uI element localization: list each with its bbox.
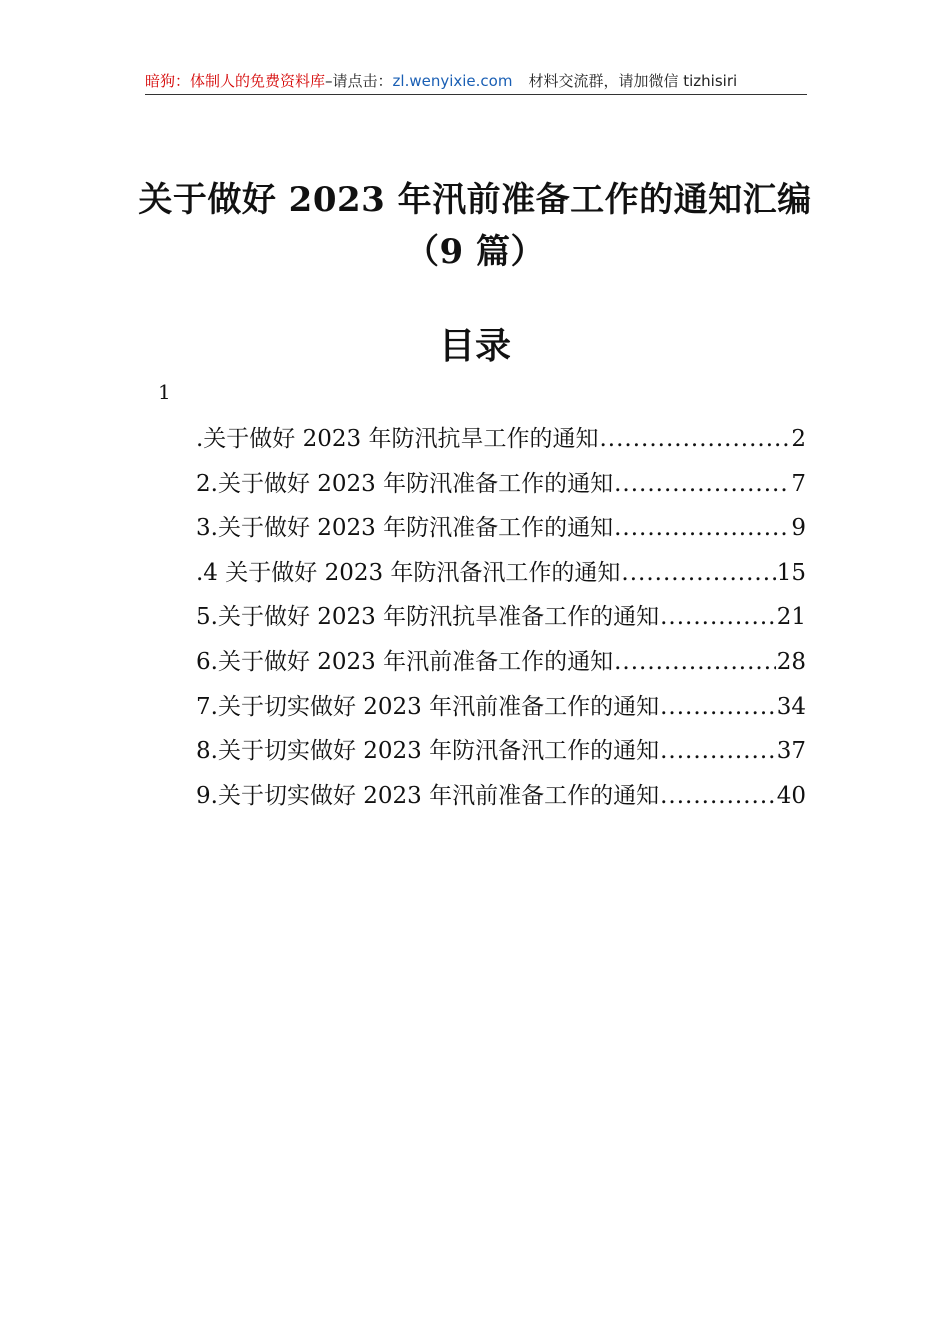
toc-dot-leader [614,515,790,541]
toc-entry[interactable] [196,688,806,733]
header-url-link[interactable]: zl.wenyixie.com [392,72,513,90]
table-of-contents [196,420,806,821]
toc-entry-page-number: 34 [776,693,806,720]
toc-entry-title: 6.关于做好 2023 年汛前准备工作的通知 [196,648,614,675]
toc-entry[interactable] [196,554,806,599]
toc-dot-leader [660,783,776,809]
toc-entry-title: 3.关于做好 2023 年防汛准备工作的通知 [196,515,614,542]
toc-entry[interactable] [196,509,806,554]
toc-entry-page-number: 15 [776,559,806,586]
toc-entry-title: 2.关于做好 2023 年防汛准备工作的通知 [196,470,614,497]
document-subtitle: （9 篇） [405,232,545,272]
toc-dot-leader [614,649,776,675]
toc-entry-page-number: 37 [776,738,806,765]
toc-entry-page-number: 28 [776,648,806,675]
toc-entry-page-number: 2 [791,426,806,452]
toc-entry-page-number: 7 [791,470,806,497]
toc-dot-leader [660,738,776,764]
toc-entry[interactable] [196,643,806,688]
toc-entry-title: 8.关于切实做好 2023 年防汛备汛工作的通知 [196,738,660,765]
toc-entry-title: 9.关于切实做好 2023 年汛前准备工作的通知 [196,782,660,809]
toc-entry-title: .4 关于做好 2023 年防汛备汛工作的通知 [196,559,621,586]
page-header-banner [145,68,807,95]
toc-marker: 1 [158,380,171,404]
toc-entry-title: .关于做好 2023 年防汛抗旱工作的通知 [196,426,599,452]
toc-heading: 目录 [438,325,511,367]
toc-dot-leader [660,694,776,720]
toc-entry-title: 5.关于做好 2023 年防汛抗旱准备工作的通知 [196,604,660,631]
header-prompt: –请点击： [325,72,393,90]
toc-dot-leader [614,471,790,497]
toc-entry[interactable] [196,420,806,465]
toc-entry[interactable] [196,465,806,510]
header-contact: 材料交流群，请加微信 tizhisiri [528,72,738,90]
toc-entry[interactable] [196,777,806,822]
toc-dot-leader [660,604,776,630]
toc-dot-leader [621,560,775,586]
toc-entry-page-number: 40 [776,782,806,809]
toc-dot-leader [599,426,790,452]
document-title: 关于做好 2023 年汛前准备工作的通知汇编 [138,180,812,220]
toc-entry-page-number: 9 [791,515,806,542]
toc-entry-page-number: 21 [776,604,806,631]
toc-entry[interactable] [196,598,806,643]
toc-entry[interactable] [196,732,806,777]
header-brand: 暗狗：体制人的免费资料库 [145,72,326,90]
toc-entry-title: 7.关于切实做好 2023 年汛前准备工作的通知 [196,693,660,720]
